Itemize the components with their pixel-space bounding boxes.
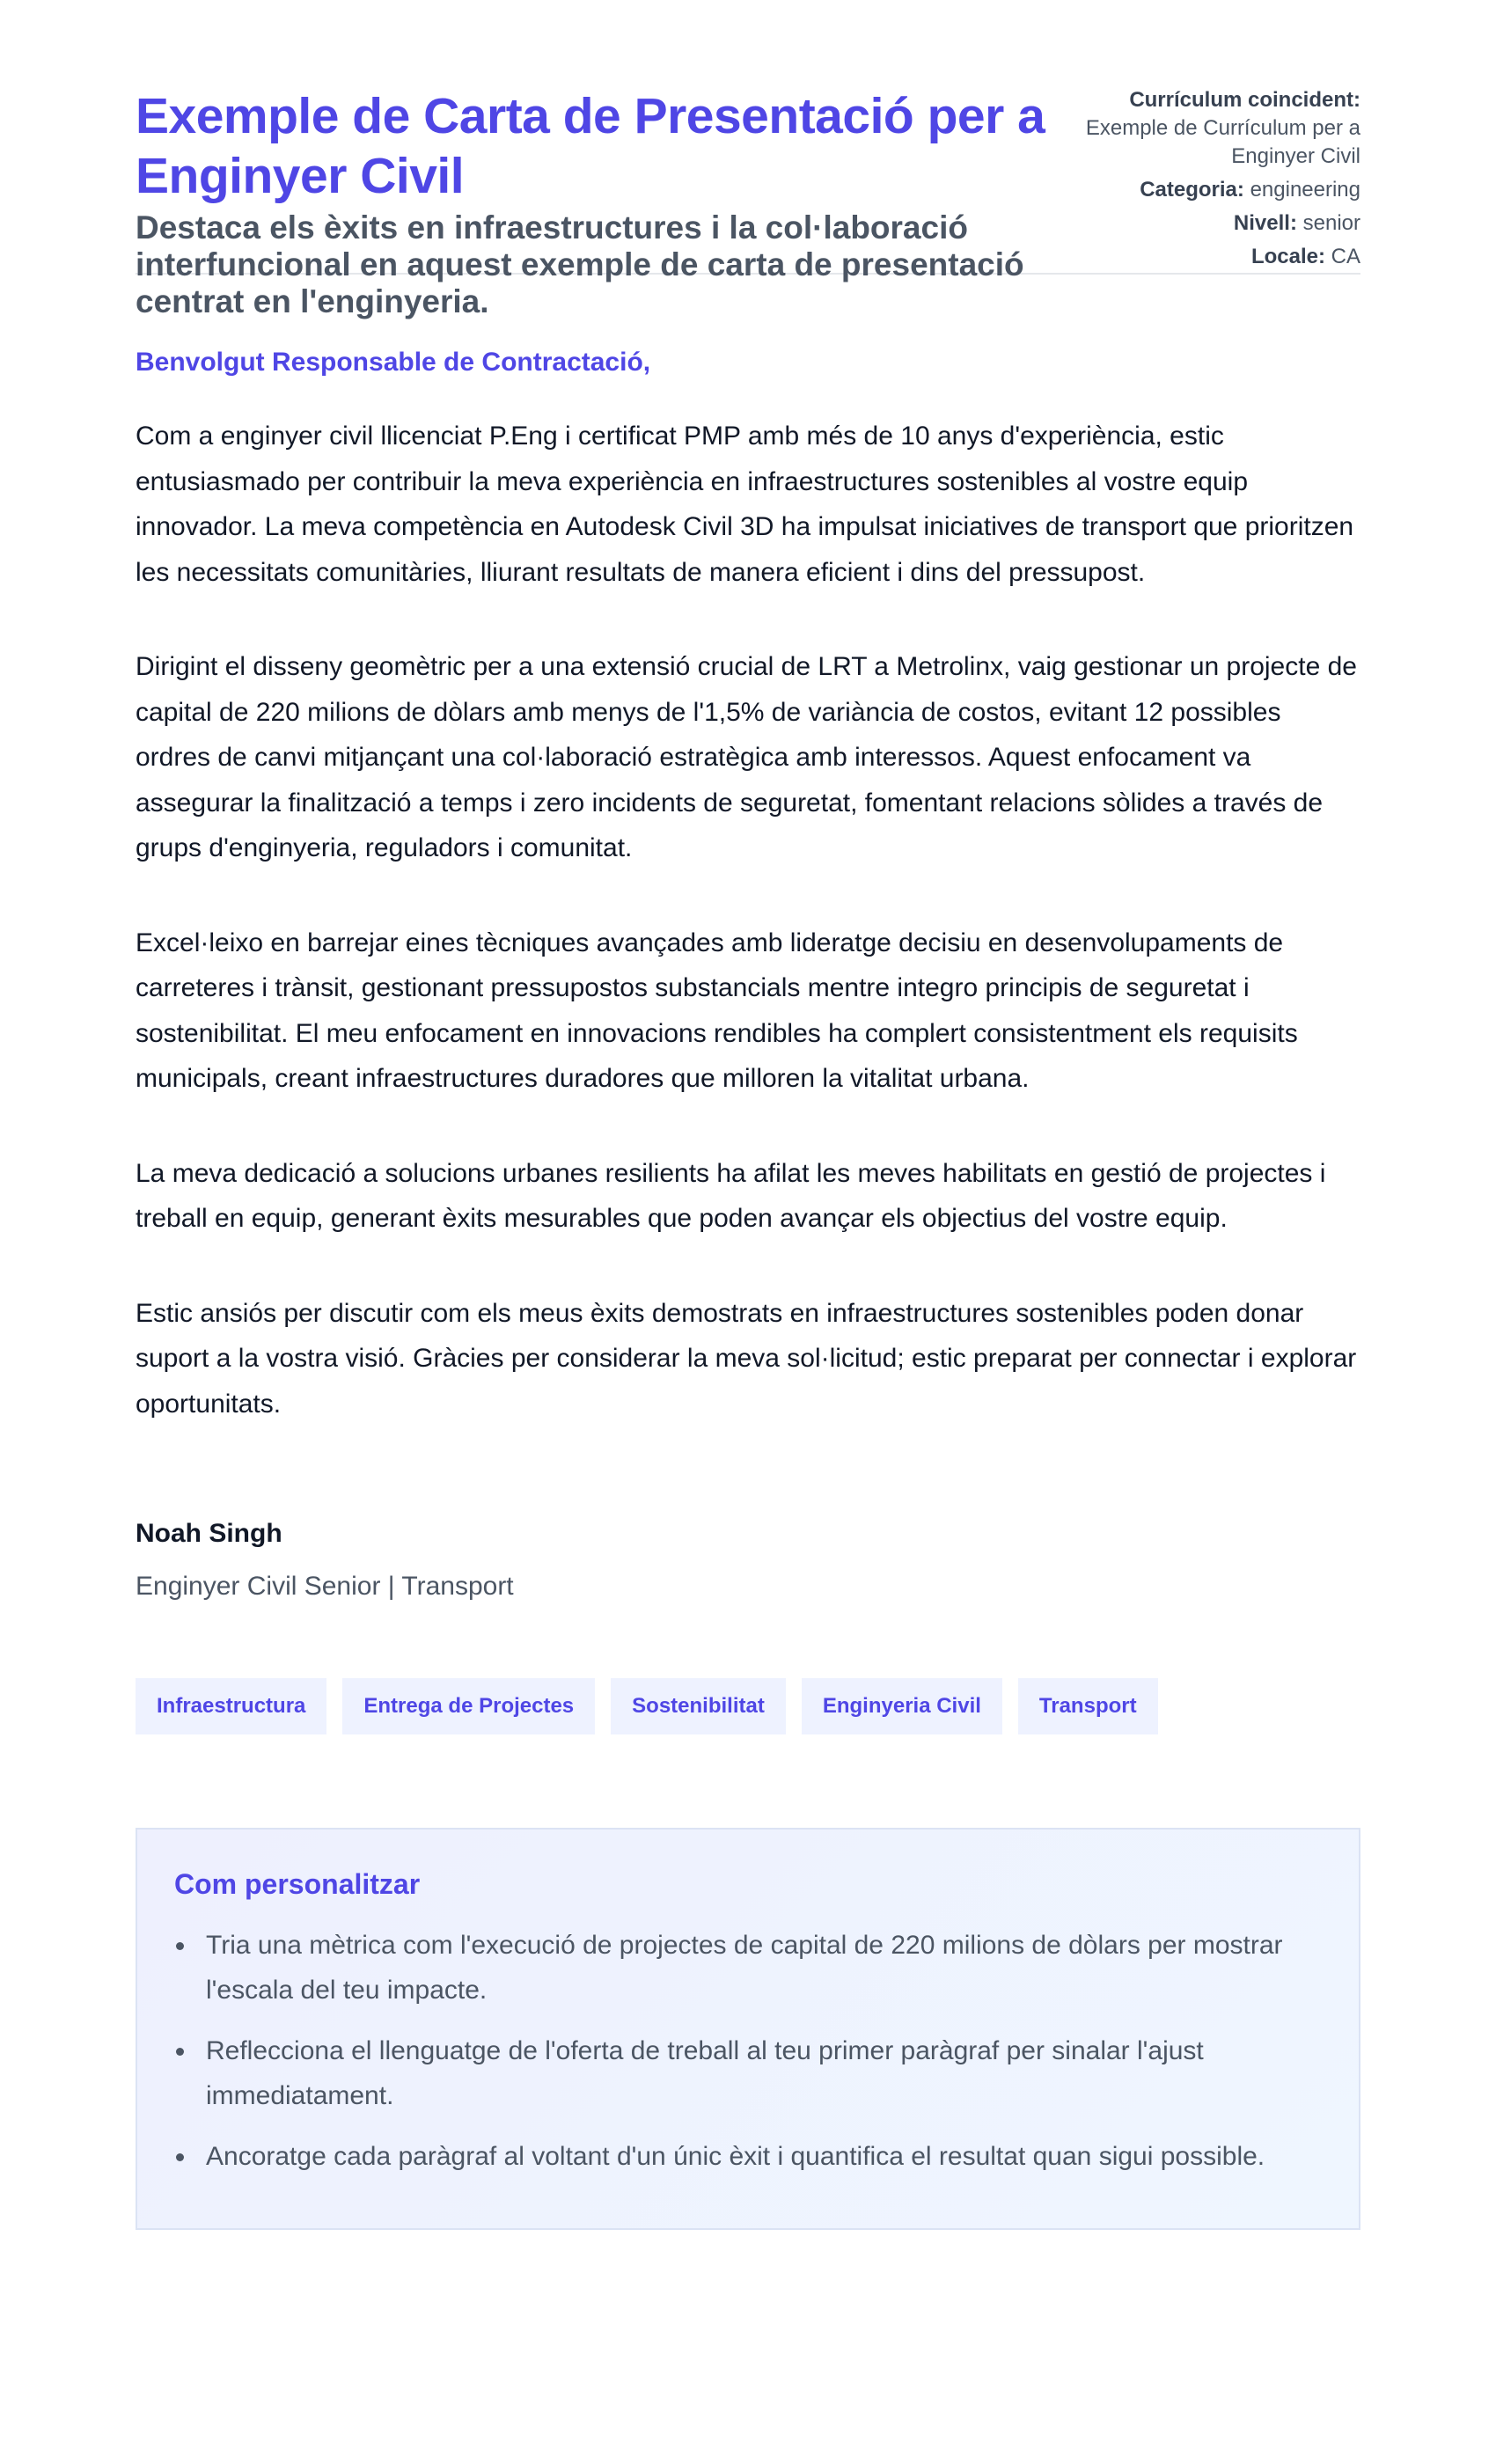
letter-paragraph: Excel·leixo en barrejar eines tècniques avançades amb lideratge decisiu en desenvolupaments de carreteres i trànsit, gestionant pressupostos substancials mentre integro principis de seguretat i sostenibilitat. El meu enfocament en innovacions rendibles ha complert consistentment els requisits municipals, creant infraestructures duradores que milloren la vitalitat urbana. xyxy=(136,928,1298,1093)
page-header xyxy=(136,0,1360,319)
meta-level-label: Nivell: xyxy=(1233,211,1297,235)
meta-category-label: Categoria: xyxy=(1140,178,1244,202)
tag-list xyxy=(136,1678,1360,1734)
tips-list xyxy=(174,1923,1322,2179)
tip-item: Reflecciona el llenguatge de l'oferta de treball al teu primer paràgraf per sinalar l'ajust immediatament. xyxy=(174,2028,1322,2118)
tip-item: Tria una mètrica com l'execució de projectes de capital de 220 milions de dòlars per mostrar l'escala del teu impacte. xyxy=(174,1923,1322,2013)
tag-transport[interactable]: Transport xyxy=(1018,1678,1158,1734)
meta-category xyxy=(1026,176,1360,204)
meta-locale-value: CA xyxy=(1331,245,1360,268)
tips-title: Com personalitzar xyxy=(174,1868,421,1900)
tip-item: Ancoratge cada paràgraf al voltant d'un únic èxit i quantifica el resultat quan sigui possible. xyxy=(174,2134,1322,2179)
tag-infraestructura[interactable]: Infraestructura xyxy=(136,1678,326,1734)
signature-block xyxy=(136,1516,1360,1604)
meta-category-value: engineering xyxy=(1250,178,1360,202)
letter-paragraph: La meva dedicació a solucions urbanes resilients ha afilat les meves habilitats en gestió de projectes i treball en equip, generant èxits mesurables que poden avançar els objectius del vostre equip. xyxy=(136,1158,1326,1233)
tag-entrega-de-projectes[interactable]: Entrega de Projectes xyxy=(342,1678,595,1734)
meta-locale-label: Locale: xyxy=(1250,245,1325,268)
tag-sostenibilitat[interactable]: Sostenibilitat xyxy=(611,1678,786,1734)
letter-body xyxy=(136,414,1360,1426)
meta-resume-value: Exemple de Currículum per a Enginyer Civil xyxy=(1085,116,1360,168)
meta-level xyxy=(1026,209,1360,238)
page-title: Exemple de Carta de Presentació per a Enginyer Civil xyxy=(136,88,1045,204)
meta-panel xyxy=(1026,86,1360,276)
letter-greeting: Benvolgut Responsable de Contractació, xyxy=(136,348,651,377)
letter-paragraph: Estic ansiós per discutir com els meus èxits demostrats en infraestructures sostenibles poden donar suport a la vostra visió. Gràcies per considerar la meva sol·licitud; estic preparat per connectar i explorar oportunitats. xyxy=(136,1298,1357,1419)
meta-locale xyxy=(1026,243,1360,271)
meta-resume-label: Currículum coincident: xyxy=(1129,88,1360,112)
meta-resume xyxy=(1026,86,1360,171)
customization-tips-box xyxy=(136,1828,1360,2230)
letter-paragraph: Com a enginyer civil llicenciat P.Eng i certificat PMP amb més de 10 anys d'experiència, estic entusiasmado per contribuir la meva experiència en infraestructures sostenibles al vostre equip innovador. La meva competència en Autodesk Civil 3D ha impulsat iniciatives de transport que prioritzen les necessitats comunitàries, lliurant resultats de manera eficient i dins del pressupost. xyxy=(136,422,1354,587)
meta-level-value: senior xyxy=(1302,211,1360,235)
signature-name: Noah Singh xyxy=(136,1519,282,1548)
tag-enginyeria-civil[interactable]: Enginyeria Civil xyxy=(802,1678,1002,1734)
signature-role: Enginyer Civil Senior | Transport xyxy=(136,1572,514,1601)
page-subtitle: Destaca els èxits en infraestructures i la col·laboració interfuncional en aquest exemple de carta de presentació centrat en l'enginyeria. xyxy=(136,209,1024,319)
letter-paragraph: Dirigint el disseny geomètric per a una extensió crucial de LRT a Metrolinx, vaig gestionar un projecte de capital de 220 milions de dòlars amb menys de l'1,5% de variància de costos, evitant 12 possibles ordres de canvi mitjançant una col·laboració estratègica amb interessos. Aquest enfocament va assegurar la finalització a temps i zero incidents de seguretat, fomentant relacions sòlides a través de grups d'enginyeria, reguladors i comunitat. xyxy=(136,652,1357,862)
